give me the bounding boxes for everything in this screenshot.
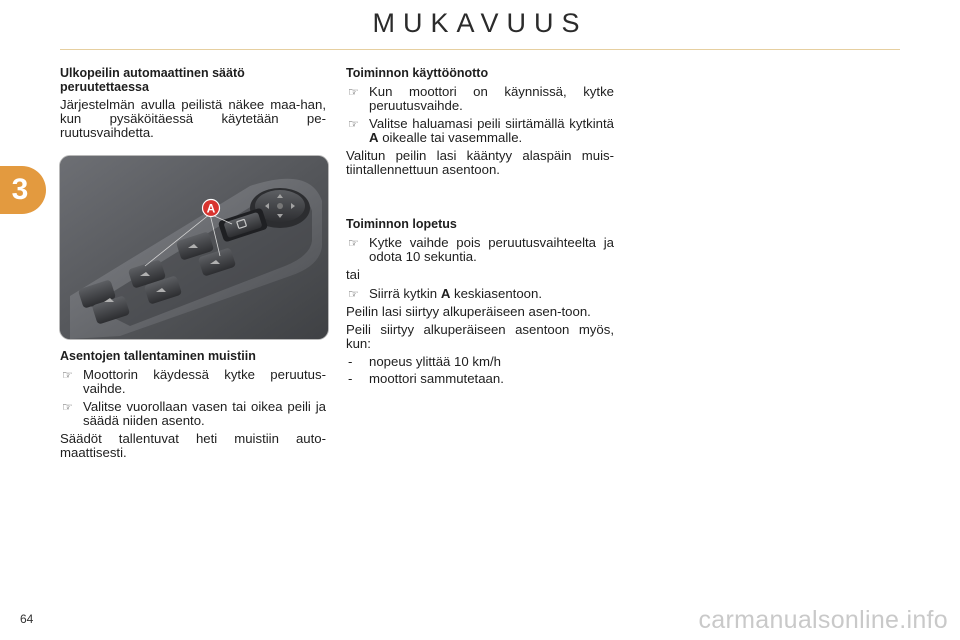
dash-item: - nopeus ylittää 10 km/h bbox=[348, 353, 501, 369]
callout-a-label: A bbox=[206, 201, 216, 216]
page-number: 64 bbox=[20, 612, 34, 626]
section-heading-deactivation: Toiminnon lopetus bbox=[346, 217, 457, 231]
bullet-item: ☞ Valitse vuorollaan vasen tai oikea peili ja säädä niiden asento. bbox=[62, 398, 326, 428]
pointing-hand-icon: ☞ bbox=[348, 235, 359, 250]
pointing-hand-icon: ☞ bbox=[62, 399, 73, 414]
bullet-item: ☞ Siirrä kytkin A keskiasentoon. bbox=[348, 285, 542, 301]
section-heading-activation: Toiminnon käyttöönotto bbox=[346, 66, 489, 80]
left-column bbox=[60, 67, 326, 144]
pointing-hand-icon: ☞ bbox=[62, 367, 73, 382]
or-text: tai bbox=[346, 266, 360, 282]
bullet-item: ☞ Valitse haluamasi peili siirtämällä kytkintä A oikealle tai vasemmalle. bbox=[348, 115, 614, 145]
pointing-hand-icon: ☞ bbox=[348, 286, 359, 301]
section-paragraph: Peilin lasi siirtyy alkuperäiseen asen-toon. bbox=[346, 303, 591, 319]
section-paragraph: Säädöt tallentuvat heti muistiin auto-maattisesti. bbox=[60, 430, 326, 460]
chapter-number: 3 bbox=[11, 173, 29, 206]
section-paragraph: Peili siirtyy alkuperäiseen asentoon myös, kun: bbox=[346, 321, 614, 351]
chapter-tab bbox=[0, 166, 46, 214]
section-heading-memory: Asentojen tallentaminen muistiin bbox=[60, 349, 256, 363]
right-column-upper bbox=[346, 67, 614, 181]
right-column-lower bbox=[346, 218, 614, 389]
pointing-hand-icon: ☞ bbox=[348, 116, 359, 131]
header-divider bbox=[60, 49, 900, 50]
watermark: carmanualsonline.info bbox=[698, 606, 948, 634]
bullet-item: ☞ Kun moottori on käynnissä, kytke peruutusvaihde. bbox=[348, 83, 614, 113]
bullet-item: ☞ Moottorin käydessä kytke peruutus-vaihde. bbox=[62, 366, 326, 396]
door-switch-panel-photo bbox=[59, 155, 329, 340]
switch-panel-illustration bbox=[60, 156, 328, 339]
bullet-item: ☞ Kytke vaihde pois peruutusvaihteelta ja odota 10 sekuntia. bbox=[348, 234, 614, 264]
page-title: MUKAVUUS bbox=[372, 8, 588, 38]
dash-item: - moottori sammutetaan. bbox=[348, 370, 504, 386]
section-paragraph: Valitun peilin lasi kääntyy alaspäin muis-tiintallennettuun asentoon. bbox=[346, 147, 614, 177]
section-paragraph: Järjestelmän avulla peilistä näkee maa-han, kun pysäköitäessä käytetään pe-ruutusvaihdetta. bbox=[60, 97, 326, 140]
section-heading-auto-tilt: Ulkopeilin automaattinen säätö peruutettaessa bbox=[60, 66, 245, 94]
left-column-lower bbox=[60, 350, 326, 464]
pointing-hand-icon: ☞ bbox=[348, 84, 359, 99]
